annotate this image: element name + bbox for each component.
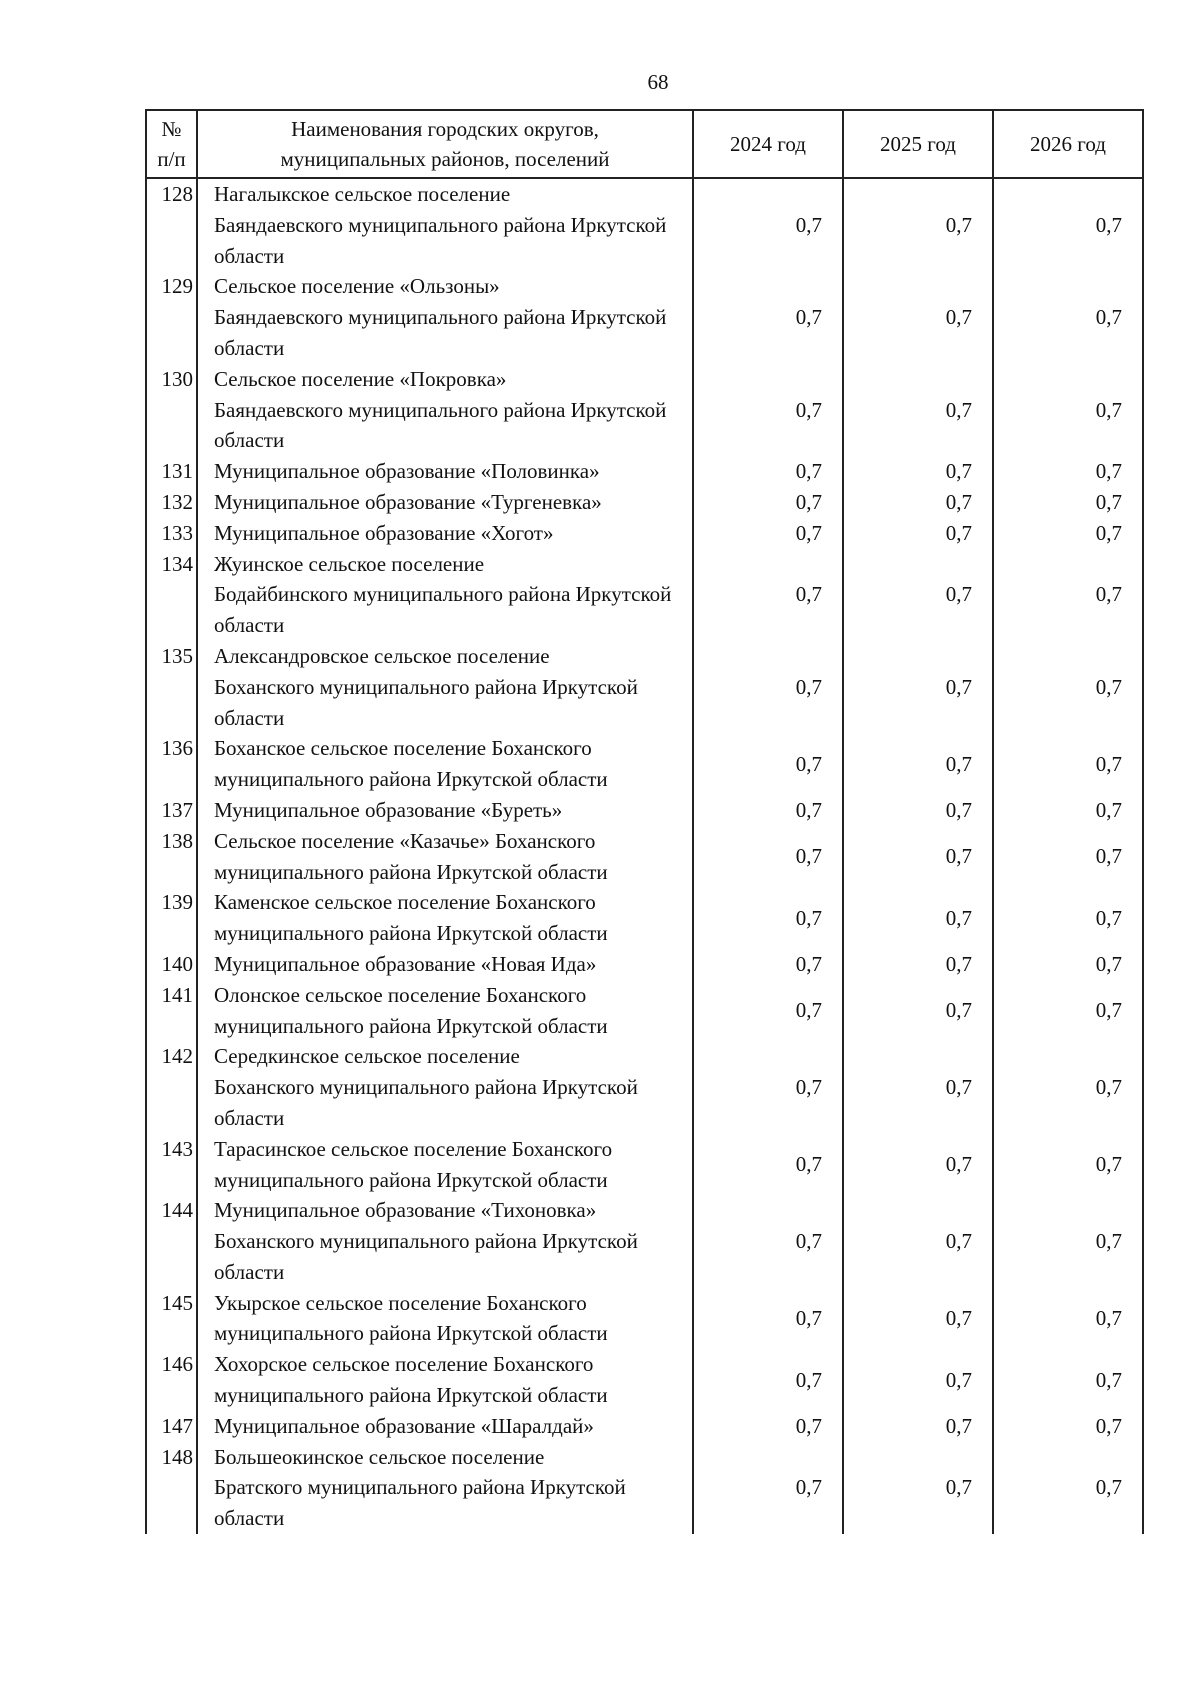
value-2024: 0,7 [693, 518, 843, 549]
value-2024: 0,7 [693, 549, 843, 641]
value-2026: 0,7 [993, 1288, 1143, 1350]
table-header-row [146, 110, 1143, 178]
header-name: Наименования городских округов, муниципальных районов, поселений [197, 110, 693, 178]
value-2025: 0,7 [843, 795, 993, 826]
row-name: Укырское сельское поселение Боханского муниципального района Иркутской области [197, 1288, 693, 1350]
value-2026: 0,7 [993, 271, 1143, 363]
header-2026: 2026 год [993, 110, 1143, 178]
row-number: 137 [146, 795, 197, 826]
value-2024: 0,7 [693, 178, 843, 271]
value-2024: 0,7 [693, 1442, 843, 1534]
row-name: Муниципальное образование «Тихоновка» Боханского муниципального района Иркутской области [197, 1195, 693, 1287]
value-2025: 0,7 [843, 518, 993, 549]
row-number: 139 [146, 887, 197, 949]
value-2026: 0,7 [993, 178, 1143, 271]
table-row [146, 1134, 1143, 1196]
value-2025: 0,7 [843, 456, 993, 487]
value-2024: 0,7 [693, 1195, 843, 1287]
table-row [146, 178, 1143, 271]
value-2025: 0,7 [843, 549, 993, 641]
row-number: 143 [146, 1134, 197, 1196]
value-2024: 0,7 [693, 826, 843, 888]
table-row [146, 549, 1143, 641]
row-name: Муниципальное образование «Хогот» [197, 518, 693, 549]
value-2026: 0,7 [993, 949, 1143, 980]
row-number: 144 [146, 1195, 197, 1287]
value-2026: 0,7 [993, 364, 1143, 456]
value-2025: 0,7 [843, 733, 993, 795]
table-row [146, 364, 1143, 456]
value-2025: 0,7 [843, 980, 993, 1042]
header-number: № п/п [146, 110, 197, 178]
value-2025: 0,7 [843, 1041, 993, 1133]
value-2026: 0,7 [993, 795, 1143, 826]
value-2025: 0,7 [843, 487, 993, 518]
row-number: 147 [146, 1411, 197, 1442]
table-row [146, 641, 1143, 733]
table-row [146, 456, 1143, 487]
table-row [146, 1411, 1143, 1442]
row-name: Середкинское сельское поселение Боханского муниципального района Иркутской области [197, 1041, 693, 1133]
table-row [146, 271, 1143, 363]
value-2025: 0,7 [843, 1411, 993, 1442]
row-number: 145 [146, 1288, 197, 1350]
value-2026: 0,7 [993, 826, 1143, 888]
value-2026: 0,7 [993, 518, 1143, 549]
row-name: Жуинское сельское поселение Бодайбинского муниципального района Иркутской области [197, 549, 693, 641]
value-2024: 0,7 [693, 1349, 843, 1411]
value-2024: 0,7 [693, 1288, 843, 1350]
row-number: 136 [146, 733, 197, 795]
value-2024: 0,7 [693, 1411, 843, 1442]
value-2024: 0,7 [693, 980, 843, 1042]
allocation-table [145, 109, 1144, 1534]
row-number: 142 [146, 1041, 197, 1133]
row-number: 140 [146, 949, 197, 980]
table-row [146, 518, 1143, 549]
table-row [146, 949, 1143, 980]
table-row [146, 1349, 1143, 1411]
value-2026: 0,7 [993, 733, 1143, 795]
row-name: Боханское сельское поселение Боханского муниципального района Иркутской области [197, 733, 693, 795]
value-2025: 0,7 [843, 641, 993, 733]
row-number: 146 [146, 1349, 197, 1411]
table-row [146, 1288, 1143, 1350]
table-row [146, 1442, 1143, 1534]
value-2024: 0,7 [693, 364, 843, 456]
row-name: Муниципальное образование «Буреть» [197, 795, 693, 826]
value-2025: 0,7 [843, 1195, 993, 1287]
row-name: Сельское поселение «Ользоны» Баяндаевского муниципального района Иркутской области [197, 271, 693, 363]
value-2024: 0,7 [693, 795, 843, 826]
value-2024: 0,7 [693, 641, 843, 733]
row-name: Муниципальное образование «Шаралдай» [197, 1411, 693, 1442]
row-number: 141 [146, 980, 197, 1042]
value-2024: 0,7 [693, 1134, 843, 1196]
row-name: Сельское поселение «Покровка» Баяндаевского муниципального района Иркутской области [197, 364, 693, 456]
table-row [146, 980, 1143, 1042]
row-name: Большеокинское сельское поселение Братского муниципального района Иркутской области [197, 1442, 693, 1534]
row-number: 133 [146, 518, 197, 549]
value-2024: 0,7 [693, 271, 843, 363]
value-2026: 0,7 [993, 456, 1143, 487]
value-2026: 0,7 [993, 1411, 1143, 1442]
row-name: Муниципальное образование «Половинка» [197, 456, 693, 487]
value-2025: 0,7 [843, 1349, 993, 1411]
value-2026: 0,7 [993, 1349, 1143, 1411]
value-2025: 0,7 [843, 364, 993, 456]
table-row [146, 1041, 1143, 1133]
row-name: Тарасинское сельское поселение Боханского муниципального района Иркутской области [197, 1134, 693, 1196]
value-2026: 0,7 [993, 549, 1143, 641]
value-2025: 0,7 [843, 826, 993, 888]
value-2024: 0,7 [693, 887, 843, 949]
table-row [146, 795, 1143, 826]
row-name: Каменское сельское поселение Боханского муниципального района Иркутской области [197, 887, 693, 949]
value-2024: 0,7 [693, 456, 843, 487]
value-2026: 0,7 [993, 1195, 1143, 1287]
row-name: Олонское сельское поселение Боханского муниципального района Иркутской области [197, 980, 693, 1042]
row-number: 138 [146, 826, 197, 888]
value-2026: 0,7 [993, 487, 1143, 518]
value-2026: 0,7 [993, 641, 1143, 733]
value-2026: 0,7 [993, 1041, 1143, 1133]
row-number: 131 [146, 456, 197, 487]
row-name: Александровское сельское поселение Боханского муниципального района Иркутской области [197, 641, 693, 733]
header-2025: 2025 год [843, 110, 993, 178]
value-2024: 0,7 [693, 733, 843, 795]
value-2026: 0,7 [993, 1442, 1143, 1534]
header-2024: 2024 год [693, 110, 843, 178]
row-name: Нагалыкское сельское поселение Баяндаевского муниципального района Иркутской области [197, 178, 693, 271]
row-number: 132 [146, 487, 197, 518]
value-2025: 0,7 [843, 887, 993, 949]
value-2024: 0,7 [693, 949, 843, 980]
value-2025: 0,7 [843, 949, 993, 980]
value-2025: 0,7 [843, 271, 993, 363]
row-number: 130 [146, 364, 197, 456]
value-2026: 0,7 [993, 980, 1143, 1042]
row-name: Муниципальное образование «Тургеневка» [197, 487, 693, 518]
value-2025: 0,7 [843, 1442, 993, 1534]
table-row [146, 1195, 1143, 1287]
row-name: Хохорское сельское поселение Боханского муниципального района Иркутской области [197, 1349, 693, 1411]
value-2025: 0,7 [843, 1288, 993, 1350]
row-name: Сельское поселение «Казачье» Боханского муниципального района Иркутской области [197, 826, 693, 888]
table-row [146, 887, 1143, 949]
row-number: 129 [146, 271, 197, 363]
row-number: 148 [146, 1442, 197, 1534]
row-number: 134 [146, 549, 197, 641]
row-number: 135 [146, 641, 197, 733]
table-row [146, 826, 1143, 888]
table-row [146, 487, 1143, 518]
value-2024: 0,7 [693, 1041, 843, 1133]
value-2026: 0,7 [993, 1134, 1143, 1196]
row-name: Муниципальное образование «Новая Ида» [197, 949, 693, 980]
value-2024: 0,7 [693, 487, 843, 518]
page-number: 68 [647, 70, 669, 94]
row-number: 128 [146, 178, 197, 271]
value-2025: 0,7 [843, 1134, 993, 1196]
value-2025: 0,7 [843, 178, 993, 271]
value-2026: 0,7 [993, 887, 1143, 949]
table-row [146, 733, 1143, 795]
